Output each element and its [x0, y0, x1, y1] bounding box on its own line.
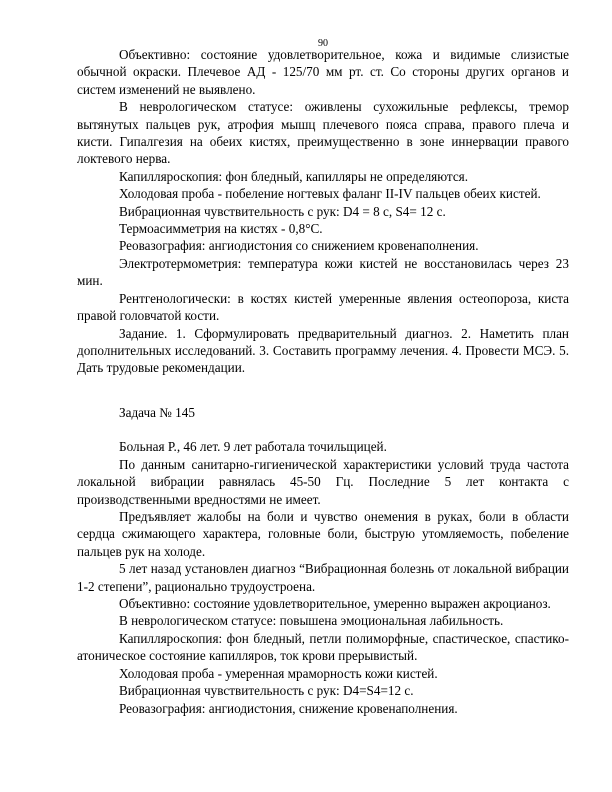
paragraph-capillaroscopy: Капилляроскопия: фон бледный, капилляры не определяются.	[119, 168, 469, 184]
task-145	[77, 404, 569, 717]
task-heading: Задача № 145	[119, 405, 195, 420]
paragraph-rheovasography: Реовазография: ангиодистония со снижением кровенаполнения.	[119, 238, 479, 254]
paragraph-objective-2: Объективно: состояние удовлетворительное, умеренно выражен акроцианоз.	[119, 596, 551, 612]
paragraph-electrothermometry: Электротермометрия: температура кожи кистей не восстановилась через 23 мин.	[77, 255, 569, 289]
paragraph-capillaroscopy-2: Капилляроскопия: фон бледный, петли полиморфные, спастическое, спастико-атоническое состояние капилляров, ток крови прерывистый.	[77, 630, 569, 664]
paragraph-cold-test: Холодовая проба - побеление ногтевых фаланг II-IV пальцев обеих кистей.	[119, 186, 541, 202]
paragraph-xray: Рентгенологически: в костях кистей умеренные явления остеопороза, киста правой головчатой кости.	[77, 290, 569, 324]
paragraph-assignment: Задание. 1. Сформулировать предварительный диагноз. 2. Наметить план дополнительных исследований. 3. Составить программу лечения. 4. Провести МСЭ. 5. Дать трудовые рекомендации.	[77, 325, 569, 376]
paragraph-cold-test-2: Холодовая проба - умеренная мраморность кожи кистей.	[119, 665, 438, 681]
case-continuation	[77, 46, 569, 377]
paragraph-vibration-sensitivity-2: Вибрационная чувствительность с рук: D4=S4=12 с.	[119, 683, 414, 699]
paragraph-vibration-sensitivity: Вибрационная чувствительность с рук: D4 = 8 с, S4= 12 с.	[119, 203, 446, 219]
paragraph-thermoasymmetry: Термоасимметрия на кистях - 0,8°С.	[119, 221, 323, 237]
paragraph-complaints: Предъявляет жалобы на боли и чувство онемения в руках, боли в области сердца сжимающего характера, головные боли, быструю утомляемость, побеление пальцев рук на холоде.	[77, 509, 569, 559]
paragraph-hygiene: По данным санитарно-гигиенической характеристики условий труда частота локальной вибрации равнялась 45-50 Гц. Последние 5 лет контакта с производственными вредностями не имеет.	[77, 456, 569, 507]
paragraph-rheovasography-2: Реовазография: ангиодистония, снижение кровенаполнения.	[119, 700, 458, 716]
paragraph-neuro-status-2: В неврологическом статусе: повышена эмоциональная лабильность.	[119, 613, 504, 629]
paragraph-objective: Объективно: состояние удовлетворительное, кожа и видимые слизистые обычной окраски. Плечевое АД - 125/70 мм рт. ст. Со стороны других органов и систем изменений не выявлено.	[77, 47, 569, 97]
paragraph-diagnosis: 5 лет назад установлен диагноз “Вибрационная болезнь от локальной вибрации 1-2 степени”, рационально трудоустроена.	[77, 561, 569, 594]
spacer	[77, 421, 569, 438]
paragraph-patient: Больная Р., 46 лет. 9 лет работала точильщицей.	[119, 439, 387, 455]
paragraph-neuro-status: В неврологическом статусе: оживлены сухожильные рефлексы, тремор вытянутых пальцев рук, атрофия мышц плечевого пояса справа, правого плеча и кисти. Гипалгезия на обеих кистях, преимущественно в зоне иннервации правого локтевого нерва.	[77, 99, 569, 167]
document-page	[77, 0, 569, 792]
page-number: 90	[318, 38, 328, 49]
